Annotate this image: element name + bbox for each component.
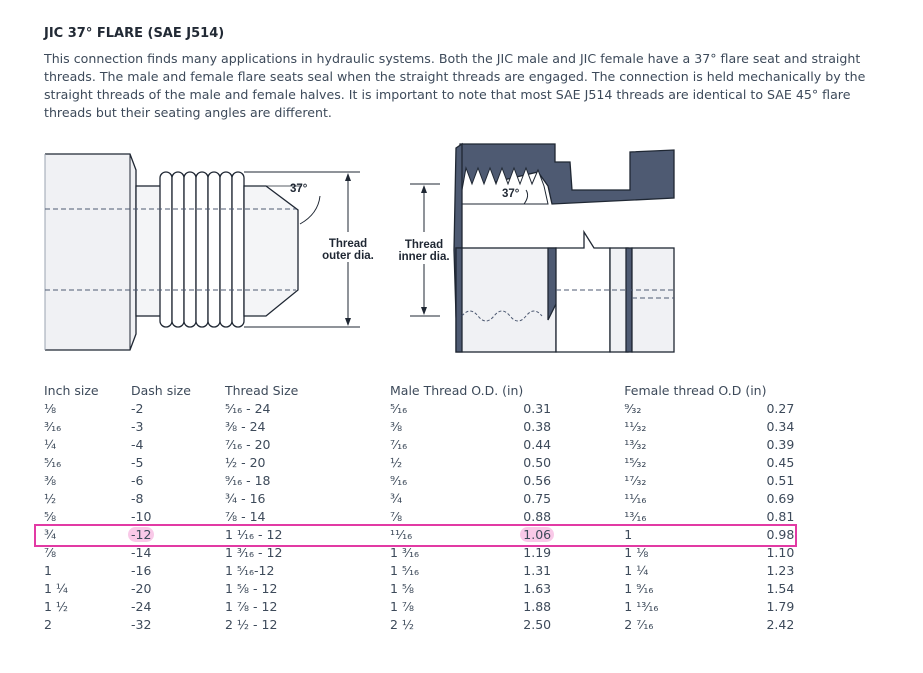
cell-text: 1.31 [523, 562, 552, 578]
cell-text: -16 [131, 562, 152, 578]
cell-text: ⁵⁄₁₆ [44, 454, 62, 470]
male-fitting [45, 154, 360, 350]
cell-female-od-decimal [766, 489, 804, 507]
cell-male-od-fraction [390, 417, 523, 435]
cell-male-od-fraction [390, 561, 523, 579]
cell-text: 0.75 [523, 490, 552, 506]
cell-text: 1 ⅛ [624, 544, 649, 560]
cell-text: ¾ [44, 526, 57, 542]
cell-female-od-fraction [624, 471, 766, 489]
cell-male-od-decimal [523, 579, 624, 597]
cell-text: ½ - 20 [225, 454, 266, 470]
cell-thread-size [225, 615, 390, 633]
cell-text: ¹¹⁄₃₂ [624, 418, 647, 434]
cell-thread-size [225, 471, 390, 489]
cell-female-od-decimal [766, 453, 804, 471]
cell-text: 2 ½ [390, 616, 415, 632]
cell-male-od-fraction [390, 399, 523, 417]
header-male-thread-od-decimal [523, 381, 624, 399]
male-label-line2: outer dia. [322, 250, 374, 262]
cell-male-od-decimal [523, 435, 624, 453]
cell-text: ¹³⁄₃₂ [624, 436, 647, 452]
cell-text: ³⁄₁₆ [44, 418, 62, 434]
header-female-thread-od-decimal [766, 381, 804, 399]
table-row [44, 561, 804, 579]
cell-text: 2 ⁷⁄₁₆ [624, 616, 654, 632]
cell-text: 0.98 [766, 526, 795, 542]
cell-text: 1.54 [766, 580, 795, 596]
cell-female-od-fraction [624, 579, 766, 597]
cell-text: ⁷⁄₁₆ - 20 [225, 436, 271, 452]
male-label-line1: Thread [328, 238, 368, 250]
table-row [44, 417, 804, 435]
cell-text: 1.88 [523, 598, 552, 614]
cell-male-od-decimal [523, 597, 624, 615]
table-row [44, 489, 804, 507]
cell-text: 0.39 [766, 436, 795, 452]
cell-dash-size [131, 435, 225, 453]
cell-thread-size [225, 399, 390, 417]
cell-female-od-fraction [624, 417, 766, 435]
cell-text: ⅝ [44, 508, 57, 524]
cell-text: -4 [131, 436, 144, 452]
cell-text: 1.10 [766, 544, 795, 560]
cell-inch-size [44, 399, 131, 417]
cell-thread-size [225, 561, 390, 579]
cell-text: 1 ¼ [44, 580, 69, 596]
cell-male-od-fraction [390, 471, 523, 489]
male-flare-cone [244, 186, 298, 316]
cell-male-od-decimal [523, 615, 624, 633]
cell-female-od-fraction [624, 507, 766, 525]
cell-male-od-decimal [523, 417, 624, 435]
highlighted-row-outline [34, 524, 797, 547]
table-row [44, 471, 804, 489]
cell-female-od-fraction [624, 435, 766, 453]
header-inch-size: Inch size [44, 382, 99, 398]
cell-text: 1 ⅝ [390, 580, 415, 596]
cell-text: 1.23 [766, 562, 795, 578]
cell-text: ½ [390, 454, 403, 470]
cell-female-od-decimal [766, 399, 804, 417]
description-paragraph: This connection finds many applications in hydraulic systems. Both the JIC male and JIC female have a 37° flare seat and straight threads. The male and female flare seats seal when the straight threads are engaged. The connection is held mechanically by the straight threads of the male and female halves. It is important to note that most SAE J514 threads are identical to SAE 45° flare threads but their seating angles are different. [44, 51, 866, 120]
cell-text: 1 ⅞ - 12 [225, 598, 278, 614]
cell-text: 2.50 [523, 616, 552, 632]
table-row [44, 435, 804, 453]
table-header-row [44, 381, 804, 399]
cell-text: 1 ⅞ [390, 598, 415, 614]
header-female-thread-od: Female thread O.D (in) [624, 382, 767, 398]
cell-text: 1 [44, 562, 52, 578]
cell-text: -8 [131, 490, 144, 506]
male-angle-label: 37° [290, 183, 308, 195]
cell-text: 0.81 [766, 508, 795, 524]
header-male-thread-od: Male Thread O.D. (in) [390, 382, 524, 398]
header-thread-size: Thread Size [225, 382, 299, 398]
cell-text: -12 [128, 527, 154, 542]
cell-text: -32 [131, 616, 152, 632]
cell-female-od-fraction [624, 453, 766, 471]
cell-text: ⅞ [44, 544, 57, 560]
cell-text: ¹³⁄₁₆ [624, 508, 647, 524]
cell-text: ⅜ [44, 472, 57, 488]
cell-text: 1.79 [766, 598, 795, 614]
cell-text: ⁹⁄₃₂ [624, 400, 642, 416]
cell-text: ¹¹⁄₁₆ [390, 526, 413, 542]
cell-dash-size [131, 597, 225, 615]
male-hex-body [45, 154, 136, 350]
cell-text: 0.34 [766, 418, 795, 434]
cell-dash-size [131, 507, 225, 525]
cell-text: -20 [131, 580, 152, 596]
cell-dash-size [131, 453, 225, 471]
cell-text: 2.42 [766, 616, 795, 632]
female-fitting [410, 144, 674, 352]
cell-thread-size [225, 597, 390, 615]
cell-text: ¾ [390, 490, 403, 506]
cell-dash-size [131, 471, 225, 489]
cell-dash-size [131, 561, 225, 579]
table-row [44, 453, 804, 471]
thread-size-table [44, 381, 804, 633]
cell-text: 1.63 [523, 580, 552, 596]
cell-inch-size [44, 435, 131, 453]
table-row [44, 597, 804, 615]
cell-male-od-fraction [390, 507, 523, 525]
female-lower-wall [456, 248, 462, 352]
cell-inch-size [44, 489, 131, 507]
cell-inch-size [44, 453, 131, 471]
cell-inch-size [44, 615, 131, 633]
cell-male-od-decimal [523, 399, 624, 417]
cell-text: 1 [624, 526, 633, 542]
cell-male-od-decimal [523, 453, 624, 471]
cell-text: -24 [131, 598, 152, 614]
cell-text: 0.45 [766, 454, 795, 470]
cell-inch-size [44, 471, 131, 489]
cell-text: ¹⁵⁄₃₂ [624, 454, 647, 470]
cell-text: 0.31 [523, 400, 552, 416]
cell-text: ¾ - 16 [225, 490, 266, 506]
female-nut-right [610, 248, 628, 352]
cell-female-od-decimal [766, 435, 804, 453]
cell-text: 0.38 [523, 418, 552, 434]
cell-text: 1 ³⁄₁₆ - 12 [225, 544, 283, 560]
cell-female-od-decimal [766, 615, 804, 633]
cell-text: 0.50 [523, 454, 552, 470]
cell-text: -10 [131, 508, 152, 524]
cell-text: 1 ⁹⁄₁₆ [624, 580, 654, 596]
cell-text: 1 ¹⁄₁₆ - 12 [225, 526, 283, 542]
cell-dash-size [131, 615, 225, 633]
cell-text: 1 ⅝ - 12 [225, 580, 278, 596]
cell-text: ¹⁷⁄₃₂ [624, 472, 647, 488]
cell-inch-size [44, 561, 131, 579]
cell-text: 0.27 [766, 400, 795, 416]
cell-inch-size [44, 597, 131, 615]
cell-female-od-decimal [766, 507, 804, 525]
cell-text: 1.06 [520, 527, 554, 542]
cell-text: ⅜ - 24 [225, 418, 266, 434]
cell-male-od-fraction [390, 615, 523, 633]
cell-text: 1 ³⁄₁₆ [390, 544, 420, 560]
cell-text: ¼ [44, 436, 57, 452]
cell-female-od-fraction [624, 489, 766, 507]
cell-text: 0.51 [766, 472, 795, 488]
cell-text: -3 [131, 418, 144, 434]
cell-male-od-fraction [390, 489, 523, 507]
cell-dash-size [131, 399, 225, 417]
male-angle-arc [300, 196, 320, 224]
cell-female-od-decimal [766, 579, 804, 597]
cell-text: -2 [131, 400, 144, 416]
table-row [44, 507, 804, 525]
cell-text: 0.44 [523, 436, 552, 452]
cell-female-od-fraction [624, 597, 766, 615]
cell-female-od-decimal [766, 417, 804, 435]
cell-text: ⁵⁄₁₆ [390, 400, 408, 416]
cell-text: 0.88 [523, 508, 552, 524]
female-body [456, 248, 556, 352]
cell-female-od-decimal [766, 471, 804, 489]
cell-thread-size [225, 507, 390, 525]
cell-thread-size [225, 579, 390, 597]
female-label-line2: inner dia. [398, 251, 450, 263]
female-hex [632, 248, 674, 352]
cell-text: ⅜ [390, 418, 403, 434]
cell-thread-size [225, 417, 390, 435]
cell-text: ½ [44, 490, 57, 506]
table-row [44, 399, 804, 417]
cell-inch-size [44, 507, 131, 525]
female-stem [556, 232, 610, 352]
cell-text: ⁷⁄₁₆ [390, 436, 408, 452]
header-dash-size: Dash size [131, 382, 191, 398]
cell-text: 1 ⁵⁄₁₆-12 [225, 562, 275, 578]
cell-thread-size [225, 435, 390, 453]
female-angle-label: 37° [502, 188, 520, 200]
cell-text: ⁵⁄₁₆ - 24 [225, 400, 271, 416]
cell-text: -6 [131, 472, 144, 488]
cell-dash-size [131, 579, 225, 597]
cell-text: ⁹⁄₁₆ [390, 472, 408, 488]
cell-thread-size [225, 489, 390, 507]
cell-male-od-decimal [523, 489, 624, 507]
cell-text: ⁹⁄₁₆ - 18 [225, 472, 271, 488]
cell-male-od-fraction [390, 579, 523, 597]
cell-text: -5 [131, 454, 144, 470]
cell-text: -14 [131, 544, 152, 560]
cell-text: ¹¹⁄₁₆ [624, 490, 647, 506]
cell-text: 2 [44, 616, 52, 632]
jic-fitting-diagram [0, 138, 923, 358]
cell-female-od-decimal [766, 561, 804, 579]
cell-female-od-decimal [766, 597, 804, 615]
cell-dash-size [131, 417, 225, 435]
cell-text: 1 ¼ [624, 562, 649, 578]
cell-male-od-fraction [390, 453, 523, 471]
table-row [44, 615, 804, 633]
cell-male-od-decimal [523, 507, 624, 525]
cell-text: 1.19 [523, 544, 552, 560]
cell-text: 1 ½ [44, 598, 69, 614]
cell-male-od-decimal [523, 561, 624, 579]
cell-text: 0.56 [523, 472, 552, 488]
cell-thread-size [225, 453, 390, 471]
cell-text: 2 ½ - 12 [225, 616, 278, 632]
cell-male-od-decimal [523, 471, 624, 489]
cell-inch-size [44, 417, 131, 435]
cell-female-od-fraction [624, 615, 766, 633]
cell-female-od-fraction [624, 399, 766, 417]
cell-text: ⅛ [44, 400, 57, 416]
female-label-line1: Thread [404, 239, 444, 251]
cell-text: ⅞ - 14 [225, 508, 266, 524]
male-thread-crests [160, 172, 244, 327]
cell-dash-size [131, 489, 225, 507]
cell-inch-size [44, 579, 131, 597]
cell-text: 1 ⁵⁄₁₆ [390, 562, 420, 578]
cell-text: 1 ¹³⁄₁₆ [624, 598, 659, 614]
table-body [44, 399, 804, 633]
cell-text: ⅞ [390, 508, 403, 524]
cell-text: 0.69 [766, 490, 795, 506]
cell-male-od-fraction [390, 435, 523, 453]
cell-female-od-fraction [624, 561, 766, 579]
table-row [44, 579, 804, 597]
page-title: JIC 37° FLARE (SAE J514) [44, 26, 225, 41]
cell-male-od-fraction [390, 597, 523, 615]
